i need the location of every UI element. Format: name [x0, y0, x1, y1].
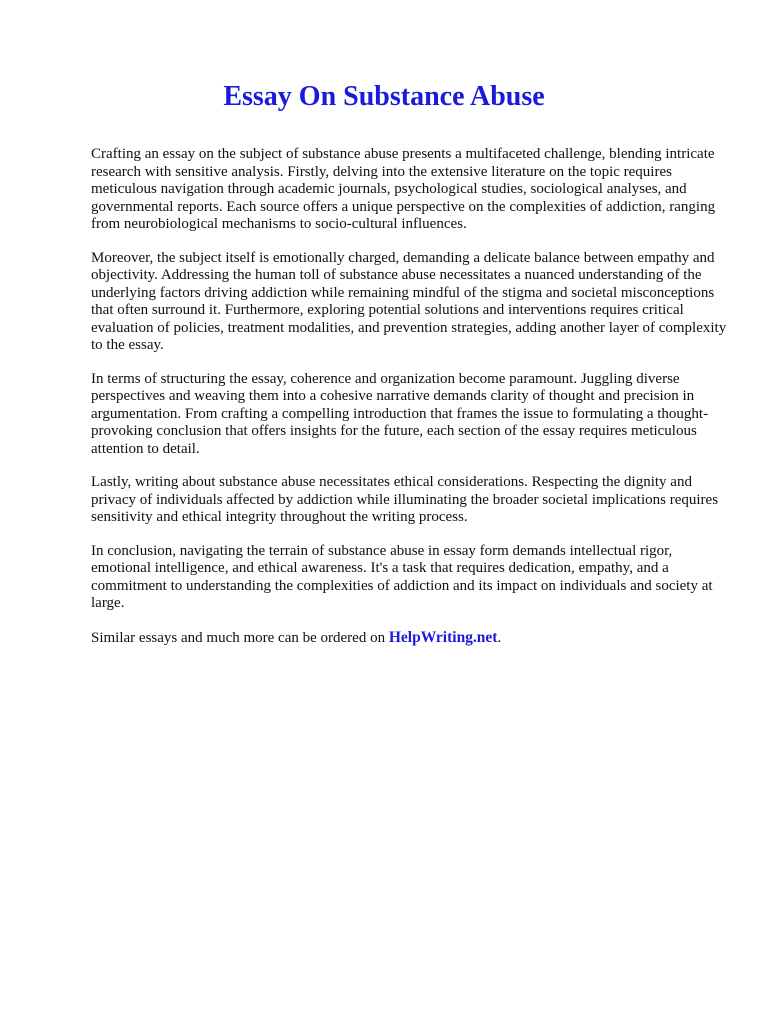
closing-suffix: .: [497, 629, 502, 646]
closing-text: Similar essays and much more can be ordered on: [91, 629, 386, 646]
closing-line: [91, 629, 731, 648]
paragraph-5: In conclusion, navigating the terrain of substance abuse in essay form demands intellectual rigor, emotional intelligence, and ethical awareness. It's a task that requires dedication, empathy, and a commitment to understanding the complexities of addiction and its impact on individuals and society at large.: [91, 542, 713, 611]
paragraph-1: Crafting an essay on the subject of substance abuse presents a multifaceted challenge, blending intricate research with sensitive analysis. Firstly, delving into the extensive literature on the topic requires meticulous navigation through academic journals, psychological studies, sociological analyses, and governmental reports. Each source offers a unique perspective on the complexities of addiction, ranging from neurobiological mechanisms to socio-cultural influences.: [91, 146, 716, 232]
essay-body: [91, 146, 731, 663]
paragraph-4: Lastly, writing about substance abuse necessitates ethical considerations. Respecting the dignity and privacy of individuals affected by addiction while illuminating the broader societal implications requires sensitivity and ethical integrity throughout the writing process.: [91, 474, 719, 525]
helpwriting-link[interactable]: HelpWriting.net: [388, 628, 498, 646]
paragraph-3: In terms of structuring the essay, coherence and organization become paramount. Juggling diverse perspectives and weaving them into a cohesive narrative demands clarity of thought and precision in argumentation. From crafting a compelling introduction that frames the issue to formulating a thought-provoking conclusion that offers insights for the future, each section of the essay requires meticulous attention to detail.: [91, 370, 709, 457]
page-title: Essay On Substance Abuse: [223, 81, 545, 112]
paragraph-2: Moreover, the subject itself is emotionally charged, demanding a delicate balance between empathy and objectivity. Addressing the human toll of substance abuse necessitates a nuanced understanding of the underlying factors driving addiction while remaining mindful of the stigma and societal misconceptions that often surround it. Furthermore, exploring potential solutions and interventions requires critical evaluation of policies, treatment modalities, and prevention strategies, adding another layer of complexity to the essay.: [91, 249, 727, 353]
